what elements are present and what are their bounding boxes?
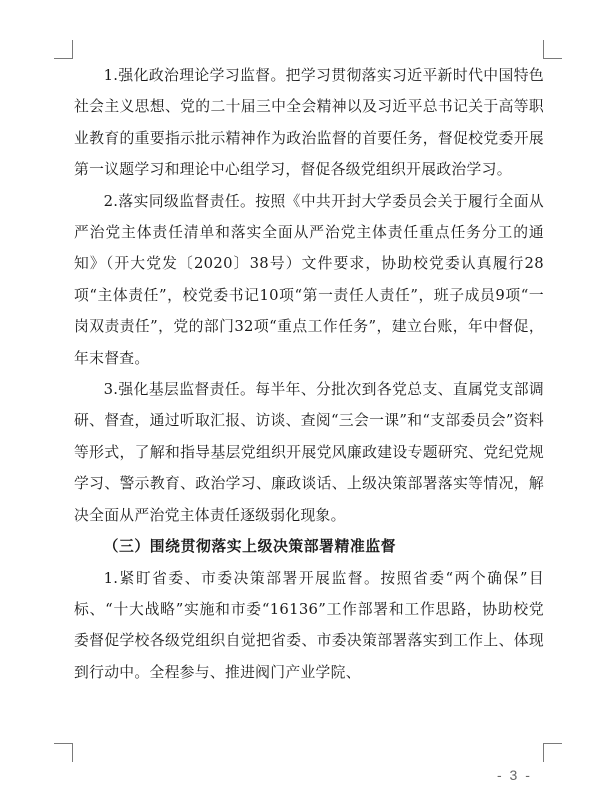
page-number: - 3 - [497,767,532,783]
crop-mark-top-right [543,40,562,59]
crop-mark-bottom-right [543,743,562,762]
paragraph-peer-supervision: 2.落实同级监督责任。按照《中共开封大学委员会关于履行全面从严治党主体责任清单和落实全面从严治党主体责任重点任务分工的通知》（开大党发〔2020〕38号）文件要求，协助校党委认真履行28项“主体责任”，校党委书记10项“第一责任人责任”，班子成员9项“一岗双责责任”，党的部门32项“重点工作任务”，建立台账，年中督促，年末督查。 [74,192,544,367]
document-body [74,60,544,688]
paragraph-grassroots-supervision: 3.强化基层监督责任。每半年、分批次到各党总支、直属党支部调研、督查，通过听取汇报、访谈、查阅“三会一课”和“支部委员会”资料等形式，了解和指导基层党组织开展党风廉政建设专题研究、党纪党规学习、警示教育、政治学习、廉政谈话、上级决策部署落实等情况，解决全面从严治党主体责任逐级弱化现象。 [74,381,544,524]
paragraph-political-theory-supervision: 1.强化政治理论学习监督。把学习贯彻落实习近平新时代中国特色社会主义思想、党的二十届三中全会精神以及习近平总书记关于高等职业教育的重要指示批示精神作为政治监督的首要任务，督促校党委开展第一议题学习和理论中心组学习，督促各级党组织开展政治学习。 [74,67,544,179]
crop-mark-bottom-left [54,743,73,762]
crop-mark-top-left [54,40,73,59]
section-heading: （三）围绕贯彻落实上级决策部署精准监督 [103,538,397,556]
paragraph-decision-supervision: 1.紧盯省委、市委决策部署开展监督。按照省委“两个确保”目标、“十大战略”实施和市委“16136”工作部署和工作思路，协助校党委督促学校各级党组织自觉把省委、市委决策部署落实到工作上、体现到行动中。全程参与、推进阀门产业学院、 [74,569,544,681]
